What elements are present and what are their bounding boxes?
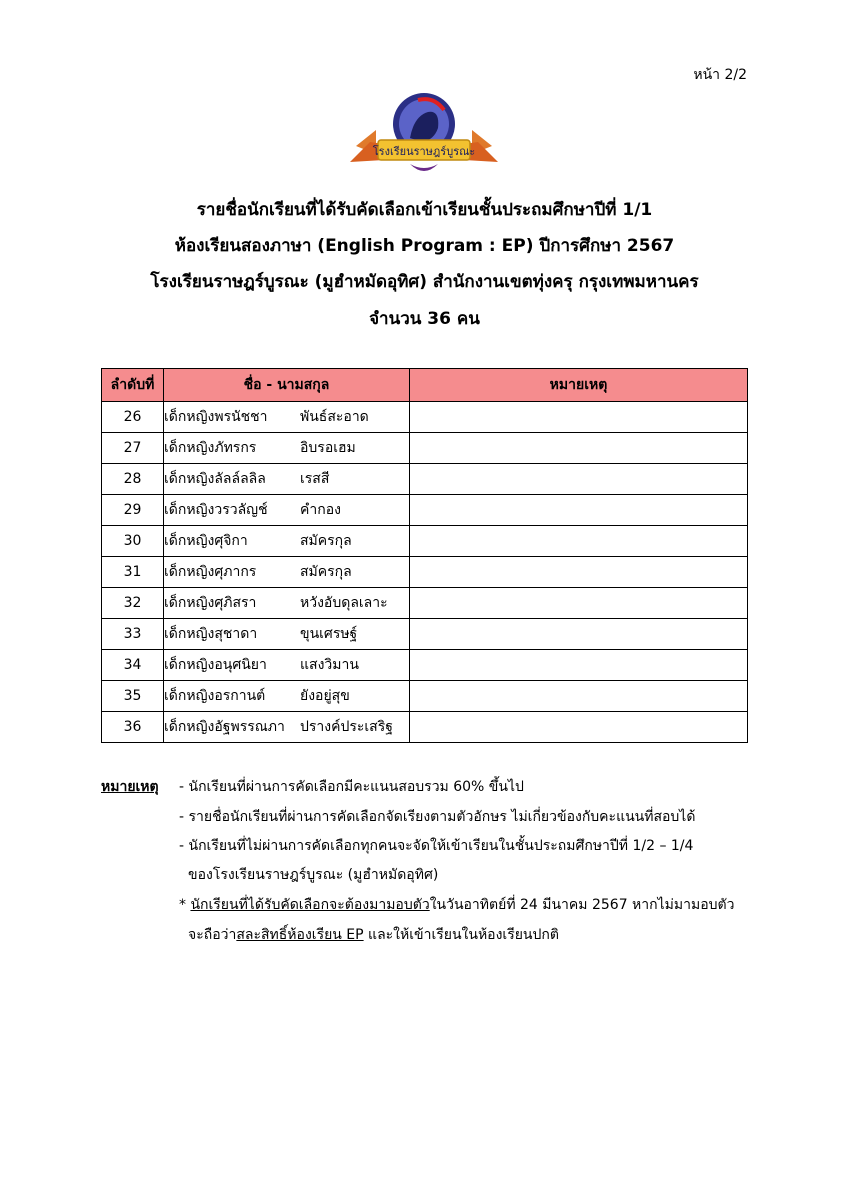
table-row xyxy=(102,588,748,619)
title-line-4: จำนวน 36 คน xyxy=(369,309,480,329)
note-6-underlined: สละสิทธิ์ห้องเรียน EP xyxy=(236,927,364,943)
row-remark xyxy=(410,712,748,743)
table-row xyxy=(102,464,748,495)
row-first-name: เด็กหญิงพรนัชชา xyxy=(164,409,268,425)
row-name xyxy=(164,402,410,433)
row-first-name: เด็กหญิงลัลล์ลลิล xyxy=(164,471,266,487)
row-name xyxy=(164,681,410,712)
row-number: 31 xyxy=(102,557,164,588)
row-name xyxy=(164,712,410,743)
row-number: 34 xyxy=(102,650,164,681)
row-remark xyxy=(410,464,748,495)
row-remark xyxy=(410,588,748,619)
row-first-name: เด็กหญิงอรกานต์ xyxy=(164,688,266,704)
row-number: 35 xyxy=(102,681,164,712)
row-number: 28 xyxy=(102,464,164,495)
note-line-6 xyxy=(188,920,559,951)
note-line-3: - นักเรียนที่ไม่ผ่านการคัดเลือกทุกคนจะจัดให้เข้าเรียนในชั้นประถมศึกษาปีที่ 1/2 – 1/4 xyxy=(179,838,694,854)
column-header-number: ลำดับที่ xyxy=(102,369,164,402)
note-5-underlined: นักเรียนที่ได้รับคัดเลือกจะต้องมามอบตัว xyxy=(190,897,430,913)
row-remark xyxy=(410,681,748,712)
row-last-name: ขุนเศรษฐ์ xyxy=(300,626,358,642)
row-first-name: เด็กหญิงอัฐพรรณภา xyxy=(164,719,285,735)
row-remark xyxy=(410,557,748,588)
note-5-prefix: * xyxy=(179,897,191,913)
row-first-name: เด็กหญิงศุภิสรา xyxy=(164,595,257,611)
row-remark xyxy=(410,526,748,557)
row-last-name: ยังอยู่สุข xyxy=(300,688,350,704)
note-line-5 xyxy=(179,890,734,921)
row-name xyxy=(164,650,410,681)
table-row xyxy=(102,526,748,557)
table-row xyxy=(102,557,748,588)
student-table xyxy=(101,368,748,743)
row-last-name: ปรางค์ประเสริฐ xyxy=(300,719,393,735)
school-emblem-icon xyxy=(348,88,500,178)
table-header-row xyxy=(102,369,748,402)
table-row xyxy=(102,495,748,526)
title-line-3: โรงเรียนราษฎร์บูรณะ (มูฮำหมัดอุทิศ) สำนักงานเขตทุ่งครุ กรุงเทพมหานคร xyxy=(150,272,699,292)
row-first-name: เด็กหญิงสุชาดา xyxy=(164,626,258,642)
row-name xyxy=(164,619,410,650)
row-remark xyxy=(410,433,748,464)
note-line-2: - รายชื่อนักเรียนที่ผ่านการคัดเลือกจัดเรียงตามตัวอักษร ไม่เกี่ยวข้องกับคะแนนที่สอบได้ xyxy=(179,809,696,825)
row-number: 36 xyxy=(102,712,164,743)
row-name xyxy=(164,557,410,588)
row-last-name: พันธ์สะอาด xyxy=(300,409,369,425)
row-name xyxy=(164,464,410,495)
column-header-name: ชื่อ - นามสกุล xyxy=(164,369,410,402)
note-5-suffix: ในวันอาทิตย์ที่ 24 มีนาคม 2567 หากไม่มามอบตัว xyxy=(429,897,735,913)
row-first-name: เด็กหญิงอนุศนิยา xyxy=(164,657,267,673)
row-first-name: เด็กหญิงศุจิกา xyxy=(164,533,248,549)
row-remark xyxy=(410,650,748,681)
note-line-4: ของโรงเรียนราษฎร์บูรณะ (มูฮำหมัดอุทิศ) xyxy=(188,867,439,883)
title-line-1: รายชื่อนักเรียนที่ได้รับคัดเลือกเข้าเรียนชั้นประถมศึกษาปีที่ 1/1 xyxy=(196,200,653,220)
row-number: 27 xyxy=(102,433,164,464)
row-last-name: เรสสี xyxy=(300,471,330,487)
row-last-name: แสงวิมาน xyxy=(300,657,359,673)
row-last-name: คำกอง xyxy=(300,502,341,518)
row-remark xyxy=(410,495,748,526)
row-first-name: เด็กหญิงวรวลัญช์ xyxy=(164,502,268,518)
row-number: 32 xyxy=(102,588,164,619)
page-number: หน้า 2/2 xyxy=(693,67,747,83)
table-row xyxy=(102,712,748,743)
row-remark xyxy=(410,619,748,650)
table-row xyxy=(102,650,748,681)
row-first-name: เด็กหญิงภัทรกร xyxy=(164,440,257,456)
row-name xyxy=(164,588,410,619)
row-number: 33 xyxy=(102,619,164,650)
row-name xyxy=(164,495,410,526)
notes-label: หมายเหตุ xyxy=(101,779,159,795)
row-last-name: อิบรอเฮม xyxy=(300,440,356,456)
title-line-2: ห้องเรียนสองภาษา (English Program : EP) ปีการศึกษา 2567 xyxy=(174,236,675,256)
row-remark xyxy=(410,402,748,433)
row-number: 29 xyxy=(102,495,164,526)
table-row xyxy=(102,433,748,464)
note-line-1: - นักเรียนที่ผ่านการคัดเลือกมีคะแนนสอบรวม 60% ขึ้นไป xyxy=(179,779,524,795)
note-6-suffix: และให้เข้าเรียนในห้องเรียนปกติ xyxy=(363,927,559,943)
row-last-name: สมัครกุล xyxy=(300,564,352,580)
row-number: 30 xyxy=(102,526,164,557)
note-6-prefix: จะถือว่า xyxy=(188,927,237,943)
table-row xyxy=(102,402,748,433)
row-number: 26 xyxy=(102,402,164,433)
logo-text: โรงเรียนราษฎร์บูรณะ xyxy=(372,145,476,158)
row-last-name: สมัครกุล xyxy=(300,533,352,549)
table-row xyxy=(102,681,748,712)
row-last-name: หวังอับดุลเลาะ xyxy=(300,595,388,611)
row-name xyxy=(164,433,410,464)
row-first-name: เด็กหญิงศุภากร xyxy=(164,564,257,580)
table-row xyxy=(102,619,748,650)
column-header-remark: หมายเหตุ xyxy=(410,369,748,402)
row-name xyxy=(164,526,410,557)
